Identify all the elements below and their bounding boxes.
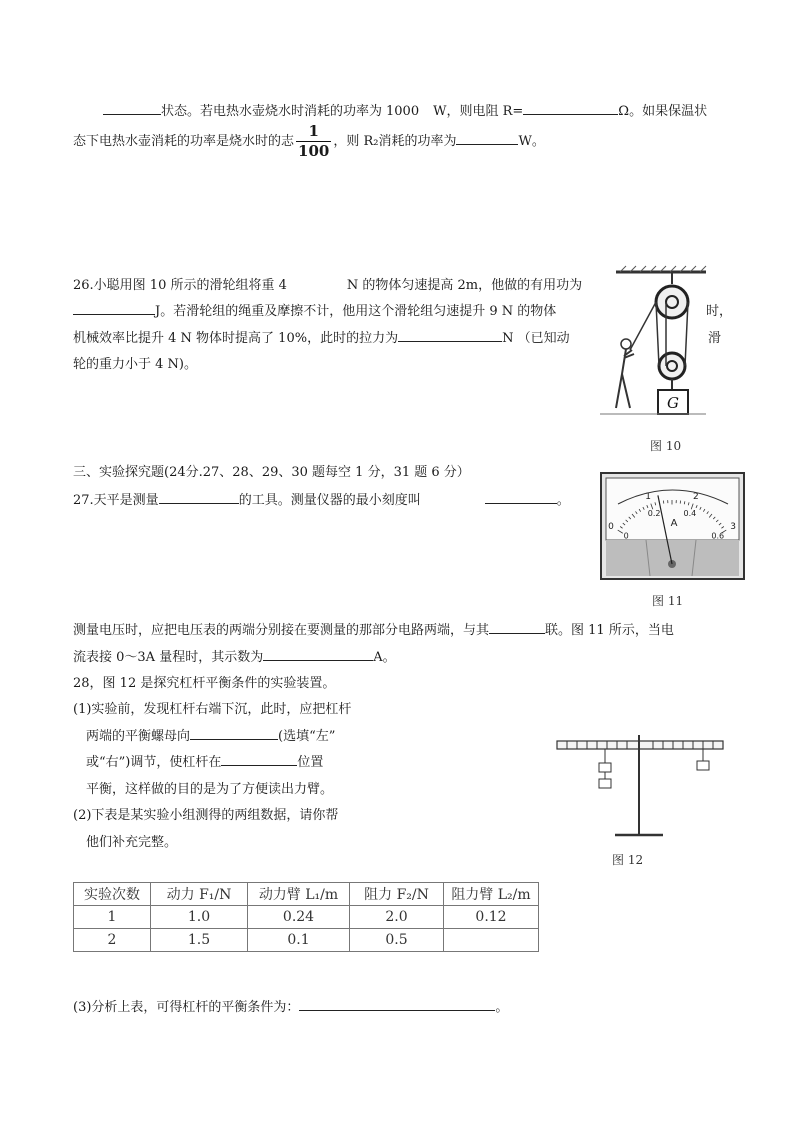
- weight-label: G: [667, 394, 679, 412]
- q26-line3: 机械效率比提升 4 N 物体时提高了 10%，此时的拉力为 N （已知动: [73, 331, 570, 346]
- meter-tick-label: 0: [623, 531, 629, 541]
- q26-line4: 轮的重力小于 4 N)。: [73, 357, 197, 372]
- fig10-caption: 图 10: [650, 439, 682, 453]
- q28-p1-l3: 或“右”)调节，使杠杆在 位置: [86, 755, 324, 770]
- q27-line2: 测量电压时，应把电压表的两端分别接在要测量的那部分电路两端，与其 联。图 11 所示，当电: [73, 623, 674, 638]
- q26-line2: J。若滑轮组的绳重及摩擦不计，他用这个滑轮组匀速提升 9 N 的物体: [73, 300, 556, 319]
- q27-line3: 流表接 0～3A 量程时，其示数为 A。: [73, 650, 396, 665]
- table-cell: 1: [74, 906, 151, 929]
- table-cell: 0.5: [350, 929, 444, 952]
- table-cell: 0.24: [248, 906, 350, 929]
- q28-p1-l2: 两端的平衡螺母向 (选填“左”: [86, 729, 336, 744]
- table-cell-answer[interactable]: [444, 929, 539, 952]
- q28-p2-l1: (2)下表是某实验小组测得的两组数据，请你帮: [73, 808, 339, 823]
- fig11-caption: 图 11: [652, 594, 684, 608]
- answer-blank[interactable]: [523, 102, 618, 115]
- table-cell: 1.0: [151, 906, 248, 929]
- answer-blank[interactable]: [485, 491, 557, 504]
- fig12-caption: 图 12: [612, 853, 644, 867]
- table-header-cell: 动力 F₁/N: [151, 883, 248, 906]
- table-cell: 0.1: [248, 929, 350, 952]
- table-header-row: [74, 883, 539, 906]
- q25-line1: 状态。若电热水壶烧水时消耗的功率为 1000 W，则电阻 R= Ω。如果保温状: [103, 100, 707, 119]
- q26-line1: 26.小聪用图 10 所示的滑轮组将重 4 N 的物体匀速提高 2m，他做的有用功为: [73, 278, 583, 293]
- meter-tick-label: 2: [692, 492, 699, 503]
- meter-tick-label: 3: [730, 521, 736, 532]
- lever-data-table: [73, 882, 539, 952]
- table-row: [74, 906, 539, 929]
- lever-figure: [555, 735, 725, 847]
- meter-unit: A: [670, 518, 678, 529]
- meter-tick-label: 0.6: [711, 531, 725, 541]
- power-value: 1000: [386, 104, 420, 119]
- meter-tick-label: 0: [608, 521, 614, 532]
- table-header-cell: 阻力 F₂/N: [350, 883, 444, 906]
- meter-tick-label: 1: [645, 492, 652, 503]
- answer-blank[interactable]: [456, 132, 518, 145]
- table-cell: 0.12: [444, 906, 539, 929]
- answer-blank[interactable]: [159, 491, 239, 504]
- pulley-figure: [596, 262, 716, 422]
- q26-line2-end: 时，: [706, 304, 733, 319]
- answer-blank[interactable]: [263, 648, 373, 661]
- table-cell: 2.0: [350, 906, 444, 929]
- meter-tick-label: 0.2: [647, 509, 661, 519]
- q28-p1-l4: 平衡，这样做的目的是为了方便读出力臂。: [86, 782, 334, 797]
- q28-p3: (3)分析上表，可得杠杆的平衡条件为： 。: [73, 1000, 509, 1015]
- table-cell: 1.5: [151, 929, 248, 952]
- answer-blank[interactable]: [190, 727, 278, 740]
- answer-blank[interactable]: [398, 329, 502, 342]
- answer-blank[interactable]: [299, 998, 495, 1011]
- q25-line2: 态下电热水壶消耗的功率是烧水时的志 $\frac{1}{100}$ ，则 R₂消耗的功率为 W。: [73, 122, 545, 160]
- section-title: 三、实验探究题(24分.27、28、29、30 题每空 1 分，31 题 6 分）: [73, 465, 470, 480]
- q27-line1: 27.天平是测量 的工具。测量仪器的最小刻度叫 。: [73, 493, 570, 508]
- q28-intro: 28，图 12 是探究杠杆平衡条件的实验装置。: [73, 676, 336, 691]
- table-header-cell: 实验次数: [74, 883, 151, 906]
- meter-tick-label: 0.4: [683, 509, 697, 519]
- table-row: [74, 929, 539, 952]
- answer-blank[interactable]: [73, 302, 155, 315]
- q28-p1-l1: (1)实验前，发现杠杆右端下沉，此时，应把杠杆: [73, 702, 352, 717]
- q26-line3-end: 滑: [708, 331, 722, 346]
- fraction: $\frac{1}{100}$: [298, 122, 330, 160]
- q28-p2-l2: 他们补充完整。: [86, 835, 178, 850]
- answer-blank[interactable]: [103, 102, 161, 115]
- table-header-cell: 动力臂 L₁/m: [248, 883, 350, 906]
- ammeter-figure: [600, 472, 745, 580]
- answer-blank[interactable]: [221, 753, 297, 766]
- table-header-cell: 阻力臂 L₂/m: [444, 883, 539, 906]
- answer-blank[interactable]: [489, 621, 545, 634]
- table-cell: 2: [74, 929, 151, 952]
